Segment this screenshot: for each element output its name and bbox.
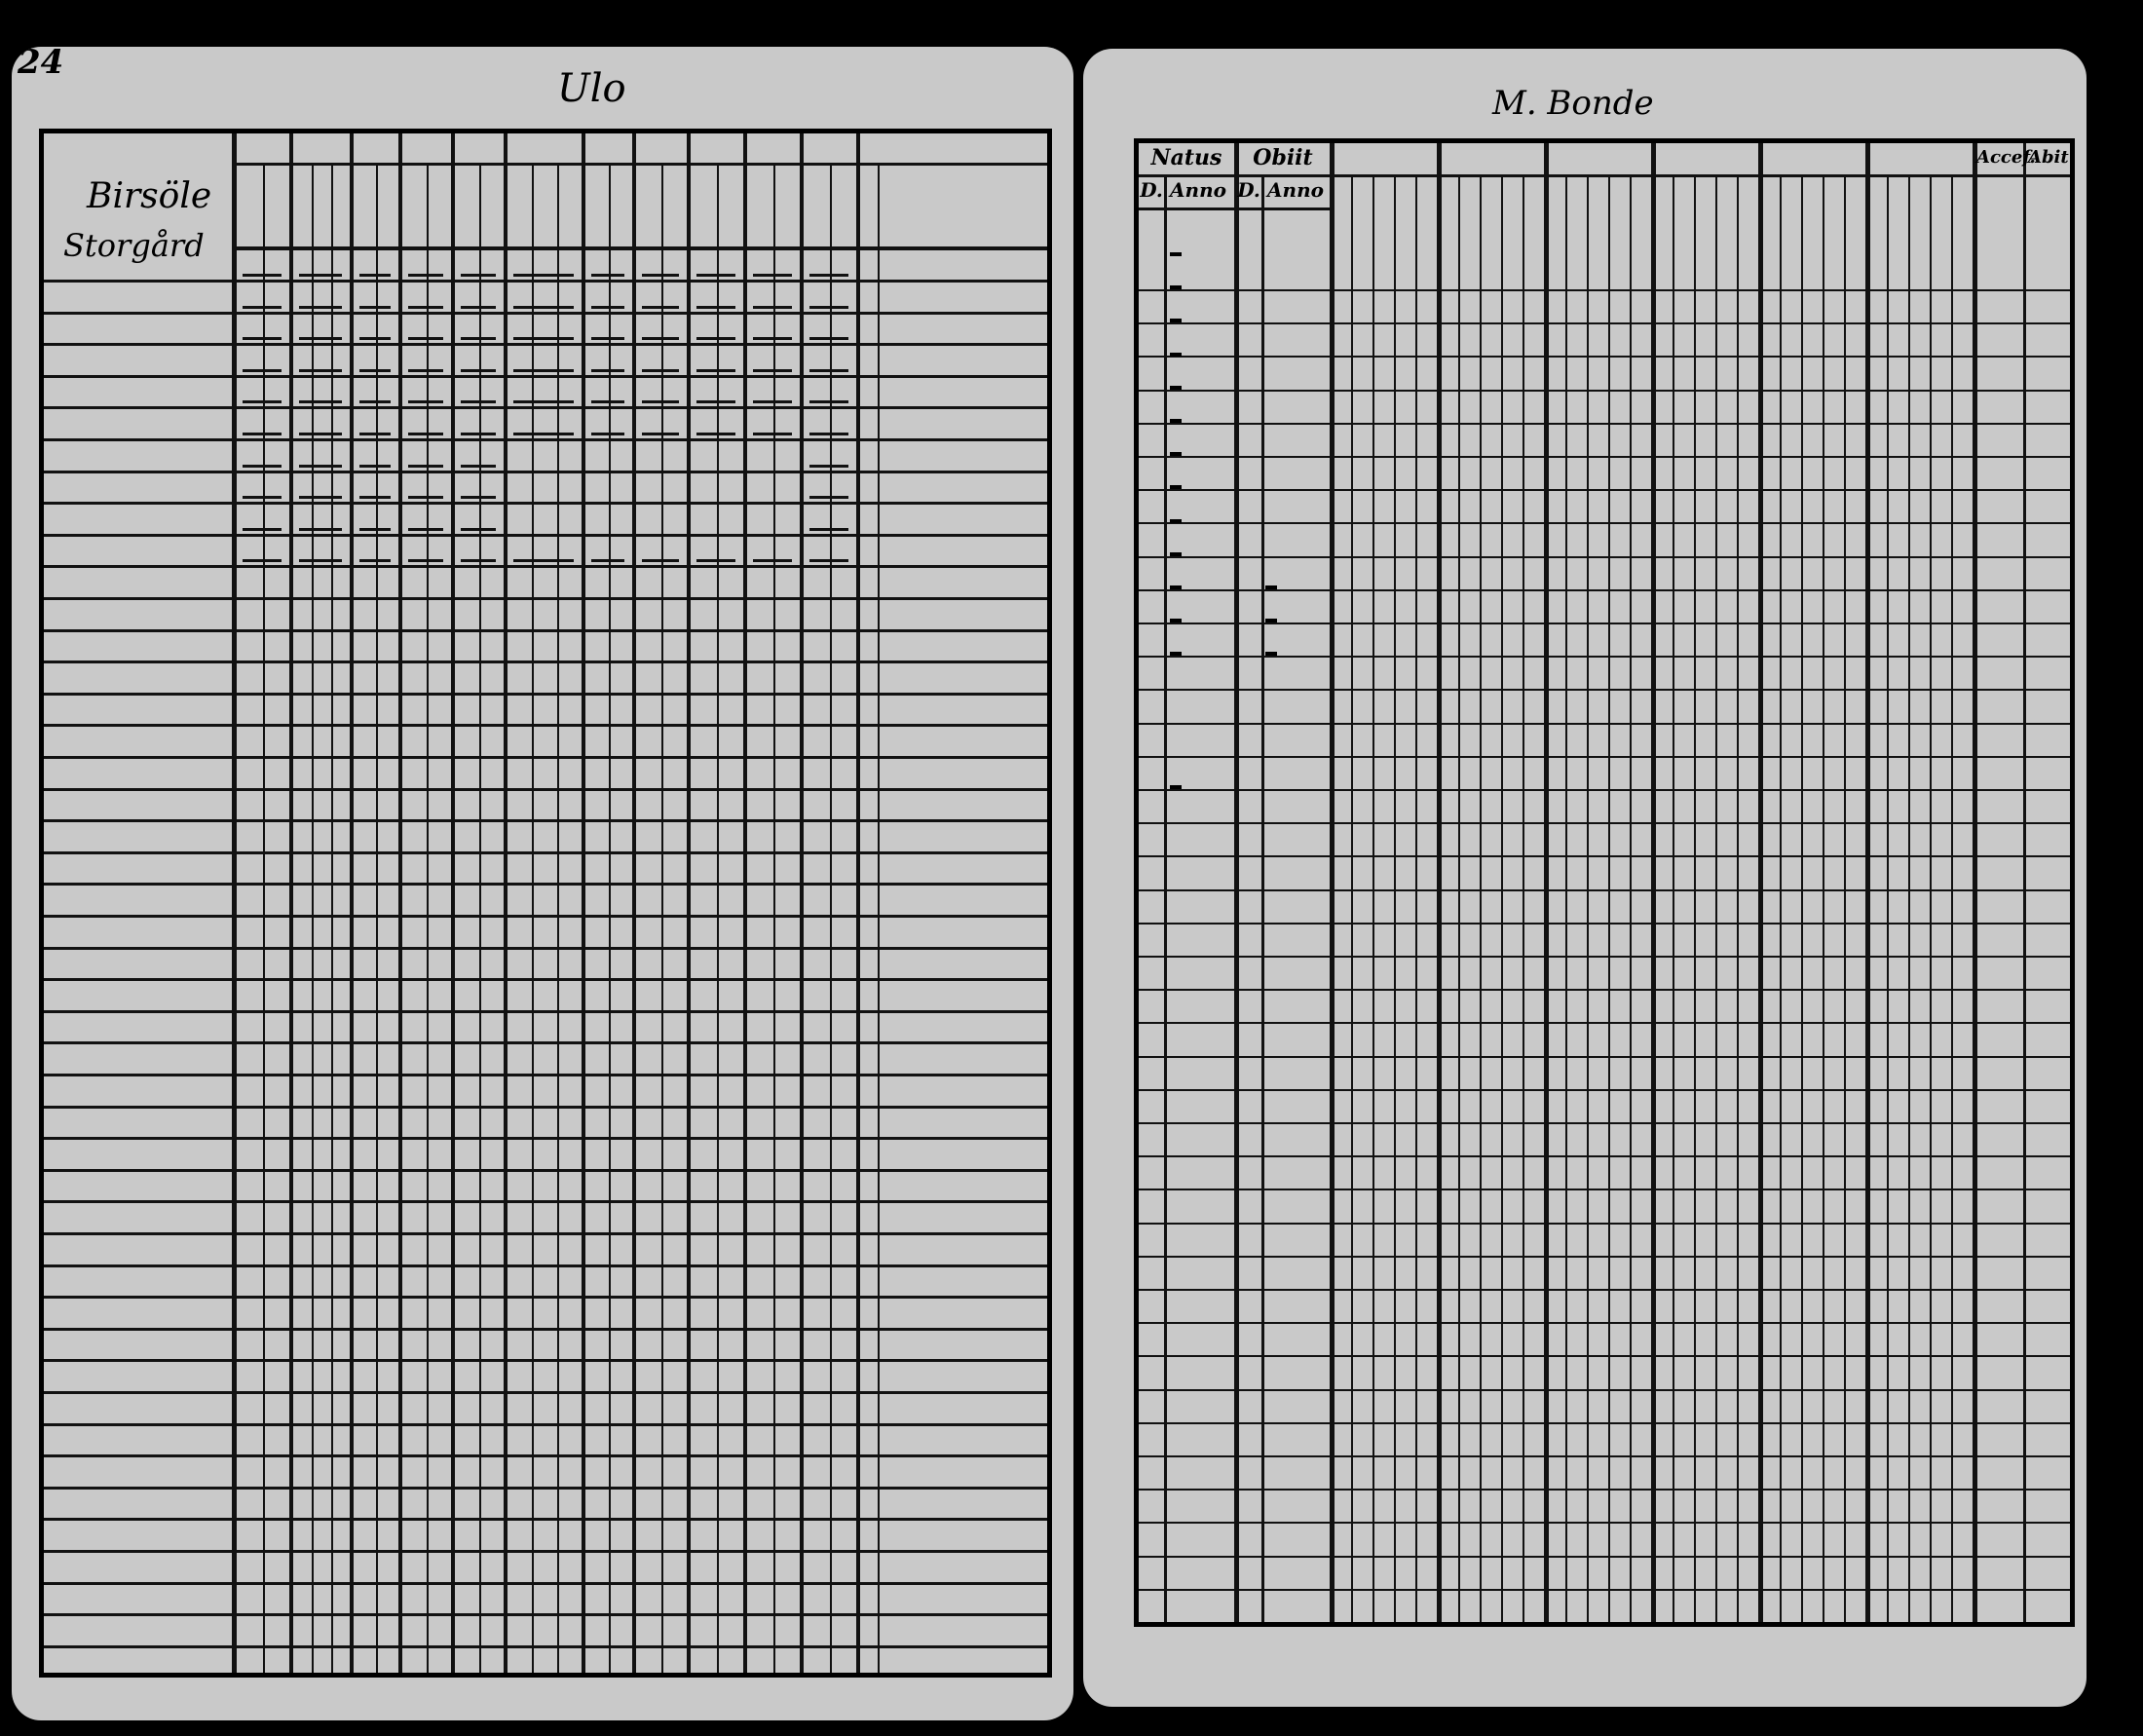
row-line xyxy=(1139,1289,2070,1291)
row-line xyxy=(1139,556,2070,558)
header-line-1 xyxy=(1139,174,2070,177)
completion-dash xyxy=(461,496,496,499)
sub-divider xyxy=(773,165,775,1673)
death-year xyxy=(1265,652,1277,656)
death-year xyxy=(1265,619,1277,623)
row-line xyxy=(44,1391,1047,1394)
completion-dash xyxy=(299,559,342,562)
row-line xyxy=(44,1169,1047,1172)
row-line xyxy=(44,1010,1047,1013)
completion-dash xyxy=(513,274,574,277)
year-divider xyxy=(1758,143,1763,1622)
year-sub-divider xyxy=(1608,176,1610,1622)
year-sub-divider xyxy=(1458,176,1460,1622)
column-divider xyxy=(451,133,455,1673)
completion-dash xyxy=(696,337,735,340)
completion-dash xyxy=(642,369,679,372)
row-line xyxy=(44,1454,1047,1457)
major-divider xyxy=(1164,176,1167,1622)
year-sub-divider xyxy=(1501,176,1503,1622)
completion-dash xyxy=(696,306,735,309)
row-line xyxy=(1139,1155,2070,1157)
obiit-day-header: D. xyxy=(1237,178,1260,202)
year-sub-divider xyxy=(1844,176,1846,1622)
year-sub-divider xyxy=(1908,176,1910,1622)
birth-year xyxy=(1170,619,1182,623)
completion-dash xyxy=(243,528,282,531)
completion-dash xyxy=(696,433,735,435)
birth-year xyxy=(1170,652,1182,656)
birth-year xyxy=(1170,785,1182,789)
completion-dash xyxy=(408,496,443,499)
row-line xyxy=(1139,1556,2070,1558)
year-divider xyxy=(1651,143,1656,1622)
natus-day-header: D. xyxy=(1140,178,1163,202)
completion-dash xyxy=(243,400,282,403)
year-sub-divider xyxy=(1523,176,1524,1622)
row-line xyxy=(1139,1056,2070,1058)
completion-dash xyxy=(243,274,282,277)
completion-dash xyxy=(753,369,792,372)
header-bottom-line xyxy=(235,246,1047,250)
completion-dash xyxy=(696,369,735,372)
completion-dash xyxy=(513,400,574,403)
birth-year xyxy=(1170,485,1182,489)
sub-divider xyxy=(661,165,663,1673)
row-line xyxy=(1139,889,2070,891)
row-line xyxy=(1139,1389,2070,1391)
year-sub-divider xyxy=(1565,176,1567,1622)
death-year xyxy=(1265,585,1277,589)
row-line xyxy=(44,471,1047,473)
name-column-divider xyxy=(232,133,237,1673)
row-line xyxy=(44,1550,1047,1553)
row-line xyxy=(1139,1022,2070,1024)
row-line xyxy=(1139,723,2070,725)
completion-dash xyxy=(408,559,443,562)
sub-divider xyxy=(830,165,832,1673)
row-line xyxy=(44,693,1047,696)
row-line xyxy=(44,1200,1047,1203)
major-divider xyxy=(1261,176,1264,1622)
row-line xyxy=(44,1074,1047,1076)
birth-year xyxy=(1170,386,1182,390)
left-register-table xyxy=(39,129,1052,1678)
row-line xyxy=(1139,1589,2070,1591)
completion-dash xyxy=(461,274,496,277)
completion-dash xyxy=(243,337,282,340)
row-line xyxy=(44,438,1047,441)
sub-divider xyxy=(878,165,880,1673)
row-line xyxy=(1139,489,2070,491)
year-sub-divider xyxy=(1673,176,1674,1622)
completion-dash xyxy=(299,400,342,403)
obiit-header: Obiit xyxy=(1253,145,1313,170)
row-line xyxy=(44,947,1047,950)
completion-dash xyxy=(591,400,624,403)
row-line xyxy=(44,534,1047,537)
sub-divider xyxy=(427,165,429,1673)
row-line xyxy=(1139,756,2070,758)
year-sub-divider xyxy=(1372,176,1374,1622)
row-line xyxy=(1139,1122,2070,1124)
completion-dash xyxy=(809,465,848,468)
year-sub-divider xyxy=(1951,176,1953,1622)
left-page-heading: Ulo xyxy=(557,66,626,111)
completion-dash xyxy=(243,369,282,372)
column-divider xyxy=(800,133,804,1673)
completion-dash xyxy=(696,274,735,277)
row-line xyxy=(44,565,1047,568)
completion-dash xyxy=(408,337,443,340)
row-line xyxy=(44,1582,1047,1585)
completion-dash xyxy=(461,369,496,372)
completion-dash xyxy=(299,433,342,435)
column-divider xyxy=(687,133,691,1673)
row-line xyxy=(1139,789,2070,791)
place-name: Birsöle xyxy=(87,176,212,216)
column-divider xyxy=(856,133,860,1673)
completion-dash xyxy=(809,528,848,531)
completion-dash xyxy=(591,369,624,372)
completion-dash xyxy=(461,400,496,403)
birth-year xyxy=(1170,353,1182,357)
completion-dash xyxy=(461,306,496,309)
completion-dash xyxy=(359,274,391,277)
completion-dash xyxy=(243,559,282,562)
row-line xyxy=(44,851,1047,854)
completion-dash xyxy=(243,433,282,435)
completion-dash xyxy=(753,433,792,435)
completion-dash xyxy=(513,369,574,372)
completion-dash xyxy=(591,306,624,309)
row-line xyxy=(44,883,1047,886)
row-line xyxy=(1139,1489,2070,1491)
completion-dash xyxy=(299,337,342,340)
row-line xyxy=(44,788,1047,791)
row-line xyxy=(44,1296,1047,1299)
birth-year xyxy=(1170,319,1182,322)
row-line xyxy=(44,978,1047,981)
completion-dash xyxy=(408,306,443,309)
birth-year xyxy=(1170,419,1182,423)
right-page xyxy=(1083,49,2087,1707)
completion-dash xyxy=(642,274,679,277)
completion-dash xyxy=(753,559,792,562)
abiit-header: Abit. xyxy=(2028,147,2075,168)
row-line xyxy=(44,660,1047,663)
row-line xyxy=(1139,656,2070,658)
column-divider xyxy=(743,133,747,1673)
completion-dash xyxy=(513,559,574,562)
row-line xyxy=(44,1645,1047,1648)
birth-year xyxy=(1170,519,1182,523)
completion-dash xyxy=(809,400,848,403)
completion-dash xyxy=(408,369,443,372)
natus-anno-header: Anno xyxy=(1170,178,1226,202)
completion-dash xyxy=(513,433,574,435)
completion-dash xyxy=(513,306,574,309)
accessit-divider xyxy=(2023,143,2026,1622)
major-divider xyxy=(1330,143,1335,1622)
completion-dash xyxy=(299,496,342,499)
row-line xyxy=(1139,1455,2070,1457)
sub-divider xyxy=(312,165,314,1673)
sub-divider xyxy=(331,165,333,1673)
row-line xyxy=(44,502,1047,505)
year-sub-divider xyxy=(1415,176,1417,1622)
year-sub-divider xyxy=(1801,176,1803,1622)
row-line xyxy=(1139,989,2070,991)
row-line xyxy=(44,915,1047,918)
right-register-table xyxy=(1134,138,2075,1627)
completion-dash xyxy=(461,528,496,531)
completion-dash xyxy=(243,465,282,468)
column-divider xyxy=(289,133,293,1673)
completion-dash xyxy=(809,433,848,435)
completion-dash xyxy=(299,274,342,277)
year-divider xyxy=(1544,143,1549,1622)
row-line xyxy=(1139,956,2070,958)
completion-dash xyxy=(359,433,391,435)
completion-dash xyxy=(642,559,679,562)
accessit-header: Accef. xyxy=(1976,147,2036,168)
header-mid-line xyxy=(235,163,1047,166)
sub-divider xyxy=(609,165,611,1673)
year-sub-divider xyxy=(1930,176,1932,1622)
completion-dash xyxy=(809,559,848,562)
completion-dash xyxy=(243,306,282,309)
major-divider xyxy=(1234,143,1239,1622)
completion-dash xyxy=(809,274,848,277)
year-sub-divider xyxy=(1694,176,1696,1622)
birth-year xyxy=(1170,252,1182,256)
natus-header: Natus xyxy=(1150,145,1222,170)
row-line xyxy=(44,629,1047,632)
year-sub-divider xyxy=(1351,176,1353,1622)
row-line xyxy=(1139,1422,2070,1424)
row-line xyxy=(44,1137,1047,1140)
row-line xyxy=(44,1359,1047,1362)
column-divider xyxy=(504,133,508,1673)
row-line xyxy=(44,280,1047,283)
completion-dash xyxy=(753,400,792,403)
completion-dash xyxy=(809,306,848,309)
completion-dash xyxy=(243,496,282,499)
row-line xyxy=(44,1106,1047,1109)
completion-dash xyxy=(642,433,679,435)
column-divider xyxy=(582,133,585,1673)
year-sub-divider xyxy=(1737,176,1739,1622)
row-line xyxy=(44,1518,1047,1521)
year-sub-divider xyxy=(1587,176,1589,1622)
completion-dash xyxy=(753,337,792,340)
year-divider xyxy=(1973,143,1977,1622)
row-line xyxy=(1139,1355,2070,1357)
completion-dash xyxy=(642,337,679,340)
completion-dash xyxy=(696,559,735,562)
row-line xyxy=(44,724,1047,727)
completion-dash xyxy=(809,369,848,372)
column-divider xyxy=(398,133,402,1673)
header-line-2 xyxy=(1139,208,1334,210)
sub-divider xyxy=(376,165,378,1673)
row-line xyxy=(44,1423,1047,1426)
row-line xyxy=(44,343,1047,346)
row-line xyxy=(44,406,1047,409)
row-line xyxy=(44,1328,1047,1331)
left-page xyxy=(12,47,1073,1720)
row-line xyxy=(1139,689,2070,691)
birth-year xyxy=(1170,285,1182,289)
sub-divider xyxy=(263,165,265,1673)
completion-dash xyxy=(753,306,792,309)
row-line xyxy=(44,1487,1047,1490)
completion-dash xyxy=(753,274,792,277)
completion-dash xyxy=(461,559,496,562)
row-line xyxy=(1139,289,2070,291)
row-line xyxy=(44,597,1047,600)
right-page-heading: M. Bonde xyxy=(1492,84,1654,123)
completion-dash xyxy=(359,528,391,531)
row-line xyxy=(1139,1089,2070,1091)
row-line xyxy=(1139,1322,2070,1324)
row-line xyxy=(1139,589,2070,591)
completion-dash xyxy=(299,306,342,309)
completion-dash xyxy=(299,528,342,531)
year-sub-divider xyxy=(1780,176,1782,1622)
row-line xyxy=(1139,456,2070,458)
row-line xyxy=(1139,322,2070,324)
completion-dash xyxy=(359,400,391,403)
sub-divider xyxy=(479,165,481,1673)
sub-divider xyxy=(717,165,719,1673)
row-line xyxy=(44,1041,1047,1044)
year-sub-divider xyxy=(1480,176,1482,1622)
completion-dash xyxy=(359,337,391,340)
row-line xyxy=(1139,390,2070,392)
row-line xyxy=(44,756,1047,759)
completion-dash xyxy=(359,369,391,372)
completion-dash xyxy=(461,337,496,340)
year-sub-divider xyxy=(1715,176,1717,1622)
row-line xyxy=(1139,1189,2070,1190)
row-line xyxy=(1139,522,2070,524)
row-line xyxy=(1139,822,2070,824)
birth-year xyxy=(1170,552,1182,556)
completion-dash xyxy=(359,306,391,309)
completion-dash xyxy=(461,433,496,435)
birth-year xyxy=(1170,452,1182,456)
birth-year xyxy=(1170,585,1182,589)
column-divider xyxy=(632,133,636,1673)
completion-dash xyxy=(408,274,443,277)
completion-dash xyxy=(513,337,574,340)
column-divider xyxy=(350,133,354,1673)
year-sub-divider xyxy=(1630,176,1632,1622)
sub-divider xyxy=(557,165,559,1673)
row-line xyxy=(44,312,1047,315)
year-divider xyxy=(1437,143,1442,1622)
completion-dash xyxy=(591,559,624,562)
completion-dash xyxy=(591,274,624,277)
row-line xyxy=(44,1264,1047,1267)
completion-dash xyxy=(591,433,624,435)
row-line xyxy=(44,375,1047,378)
completion-dash xyxy=(591,337,624,340)
sub-divider xyxy=(532,165,534,1673)
completion-dash xyxy=(408,400,443,403)
row-line xyxy=(1139,356,2070,358)
completion-dash xyxy=(408,528,443,531)
row-line xyxy=(1139,855,2070,857)
completion-dash xyxy=(359,465,391,468)
completion-dash xyxy=(809,496,848,499)
row-line xyxy=(1139,1522,2070,1524)
completion-dash xyxy=(299,369,342,372)
row-line xyxy=(44,1613,1047,1616)
year-sub-divider xyxy=(1823,176,1824,1622)
completion-dash xyxy=(359,559,391,562)
row-line xyxy=(1139,623,2070,624)
completion-dash xyxy=(809,337,848,340)
year-sub-divider xyxy=(1394,176,1396,1622)
completion-dash xyxy=(359,496,391,499)
completion-dash xyxy=(408,465,443,468)
completion-dash xyxy=(696,400,735,403)
completion-dash xyxy=(461,465,496,468)
place-sub-name: Storgård xyxy=(63,227,205,264)
row-line xyxy=(1139,1256,2070,1258)
completion-dash xyxy=(299,465,342,468)
row-line xyxy=(1139,423,2070,425)
row-line xyxy=(1139,1223,2070,1225)
row-line xyxy=(1139,923,2070,925)
obiit-anno-header: Anno xyxy=(1267,178,1324,202)
row-line xyxy=(44,1232,1047,1235)
year-sub-divider xyxy=(1887,176,1889,1622)
page-number: 24 xyxy=(18,47,64,82)
row-line xyxy=(44,819,1047,822)
year-divider xyxy=(1865,143,1870,1622)
completion-dash xyxy=(642,306,679,309)
completion-dash xyxy=(642,400,679,403)
completion-dash xyxy=(408,433,443,435)
